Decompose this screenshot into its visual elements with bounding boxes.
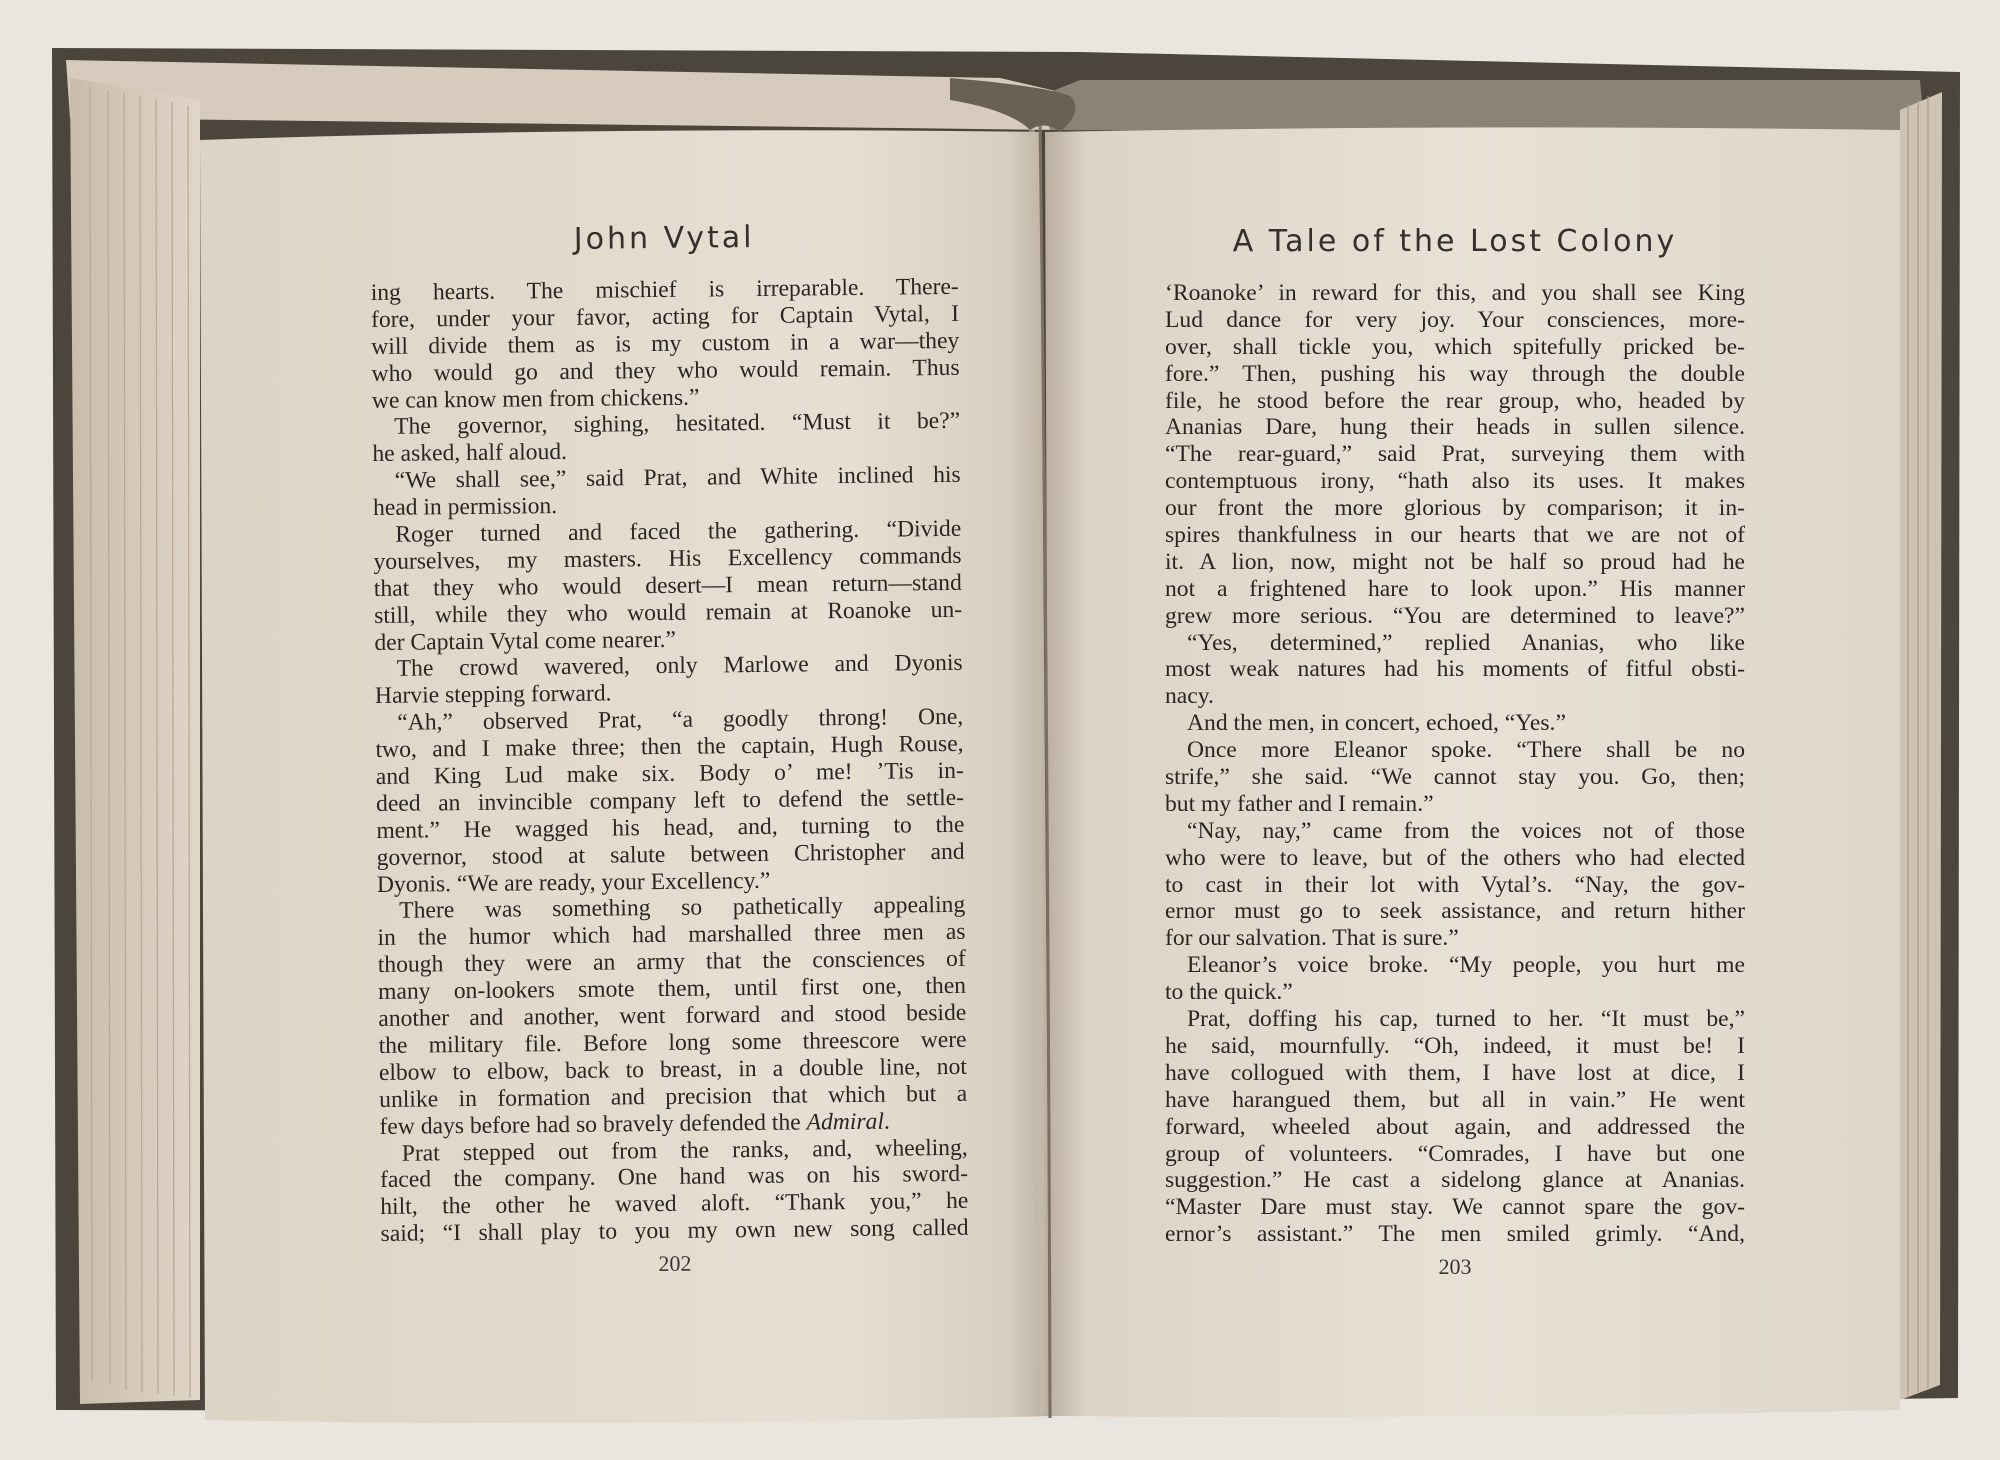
ship-name: Admiral	[806, 1108, 885, 1136]
text-line: Prat, doffing his cap, turned to her. “It must be,”	[1187, 1006, 1745, 1033]
text-line: nacy.	[1165, 683, 1214, 710]
text-line: ment.” He wagged his head, and, turning to the	[376, 811, 965, 844]
left-page-text	[370, 216, 969, 1280]
text-line: two, and I make three; then the captain, Hugh Rouse,	[375, 730, 964, 764]
right-body-text	[1165, 280, 1745, 1248]
text-line: will divide them as is my custom in a war—they	[371, 327, 960, 360]
text-line: he asked, half aloud.	[372, 439, 568, 468]
page-stack-left	[70, 78, 200, 1404]
text-line: unlike in formation and precision that which but a	[379, 1080, 968, 1113]
text-line: said; “I shall play to you my own new song called	[380, 1214, 969, 1248]
text-line: for our salvation. That is sure.”	[1165, 925, 1459, 952]
text-line: but my father and I remain.”	[1165, 790, 1434, 817]
text-line: The crowd wavered, only Marlowe and Dyonis	[396, 650, 963, 683]
page-number-left: 202	[658, 1250, 692, 1277]
text-line: he said, mournfully. “Oh, indeed, it must be! I	[1165, 1032, 1745, 1059]
text-line: who would go and they who would remain. Thus	[371, 354, 960, 387]
text-line: it. A lion, now, might not be half so proud had he	[1165, 548, 1745, 575]
page-stack-right	[1900, 92, 1942, 1400]
text-line: “Ah,” observed Prat, “a goodly throng! One,	[397, 704, 964, 736]
text-line: still, while they who would remain at Roanoke un-	[373, 596, 963, 629]
text-line: and King Lud make six. Body o’ me! ’Tis in-	[375, 757, 964, 791]
text-line: Dyonis. “We are ready, your Excellency.”	[376, 867, 771, 898]
text-line: faced the company. One hand was on his sword-	[379, 1161, 969, 1194]
text-line: group of volunteers. “Comrades, I have but one	[1165, 1140, 1745, 1167]
text-line: The governor, sighing, hesitated. “Must it be?”	[394, 408, 961, 441]
text-line: fore.” Then, pushing his way through the double	[1165, 360, 1745, 387]
text-line: ing hearts. The mischief is irreparable. There-	[370, 273, 959, 306]
text-line: There was something so pathetically appealing	[399, 892, 966, 925]
text-line: And the men, in concert, echoed, “Yes.”	[1187, 710, 1566, 737]
running-head-left: John Vytal	[573, 219, 755, 257]
left-body-text	[371, 274, 969, 1248]
text-line: suggestion.” He cast a sidelong glance at Ananias.	[1165, 1167, 1745, 1194]
text-line: “Nay, nay,” came from the voices not of those	[1187, 817, 1745, 844]
text-line: file, he stood before the rear group, who, headed by	[1165, 387, 1745, 414]
text-line: grew more serious. “You are determined to leave?”	[1165, 602, 1745, 629]
text-line: deed an invincible company left to defend the settle-	[375, 784, 965, 817]
text-line: to cast in their lot with Vytal’s. “Nay, the gov-	[1165, 871, 1745, 898]
text-line: not a frightened hare to look upon.” His manner	[1165, 575, 1745, 602]
text-line: “Yes, determined,” replied Ananias, who like	[1187, 629, 1745, 656]
text-line: hilt, the other he waved aloft. “Thank you,” he	[380, 1188, 969, 1221]
text-line: to the quick.”	[1165, 979, 1293, 1006]
text-line: Prat stepped out from the ranks, and, wheeling,	[401, 1134, 968, 1167]
text-line: ernor’s assistant.” The men smiled grimly. “And,	[1165, 1221, 1745, 1248]
text-line: Harvie stepping forward.	[374, 680, 612, 710]
text-line: Once more Eleanor spoke. “There shall be no	[1187, 737, 1745, 764]
text-line: “We shall see,” said Prat, and White inclined his	[394, 462, 961, 494]
text-line: der Captain Vytal come nearer.”	[374, 626, 677, 656]
text-line: that they who would desert—I mean return—stand	[373, 569, 962, 602]
text-line: most weak natures had his moments of fitful obsti-	[1165, 656, 1745, 683]
text-line: over, shall tickle you, which spitefully pricked be-	[1165, 333, 1745, 360]
text-line: Lud dance for very joy. Your consciences, more-	[1165, 306, 1745, 333]
text-line: Roger turned and faced the gathering. “Divide	[395, 515, 962, 548]
text-line: we can know men from chickens.”	[371, 384, 700, 414]
text-line: Ananias Dare, hung their heads in sullen silence.	[1165, 414, 1745, 441]
running-head-right: A Tale of the Lost Colony	[1232, 224, 1678, 259]
text-line: have harangued them, but all in vain.” He went	[1165, 1086, 1745, 1113]
text-line: ernor must go to seek assistance, and return hither	[1165, 898, 1745, 925]
text-line: many on-lookers smote them, until first one, then	[377, 972, 967, 1006]
text-line: few days before had so bravely defended the Admiral.	[379, 1108, 890, 1140]
text-line: governor, stood at salute between Christopher and	[376, 838, 965, 871]
text-line: spires thankfulness in our hearts that we are not of	[1165, 522, 1745, 549]
text-line: yourselves, my masters. His Excellency commands	[373, 542, 962, 575]
text-line: who were to leave, but of the others who had elected	[1165, 844, 1745, 871]
text-line: though they were an army that the consciences of	[377, 946, 966, 979]
text-line: our front the more glorious by comparison; it in-	[1165, 495, 1745, 522]
text-line: another and another, went forward and stood beside	[378, 999, 967, 1033]
text-line: elbow to elbow, back to breast, in a double line, not	[378, 1053, 968, 1086]
text-line: in the humor which had marshalled three men as	[377, 919, 966, 952]
right-page-text	[1165, 222, 1745, 1280]
text-line: head in permission.	[372, 493, 558, 522]
text-line: fore, under your favor, acting for Captain Vytal, I	[370, 300, 960, 333]
text-line: the military file. Before long some threescore were	[378, 1026, 967, 1059]
page-number-right: 203	[1438, 1254, 1472, 1280]
text-line: “The rear-guard,” said Prat, surveying them with	[1165, 441, 1745, 468]
text-line: ‘Roanoke’ in reward for this, and you shall see King	[1165, 280, 1745, 306]
text-line: strife,” she said. “We cannot stay you. Go, then;	[1165, 764, 1745, 791]
text-line: have collogued with them, I have lost at dice, I	[1165, 1059, 1745, 1086]
text-line: Eleanor’s voice broke. “My people, you hurt me	[1187, 952, 1745, 979]
text-line: forward, wheeled about again, and addressed the	[1165, 1113, 1745, 1140]
text-line: contemptuous irony, “hath also its uses. It makes	[1165, 468, 1745, 495]
text-line: “Master Dare must stay. We cannot spare the gov-	[1165, 1194, 1745, 1221]
